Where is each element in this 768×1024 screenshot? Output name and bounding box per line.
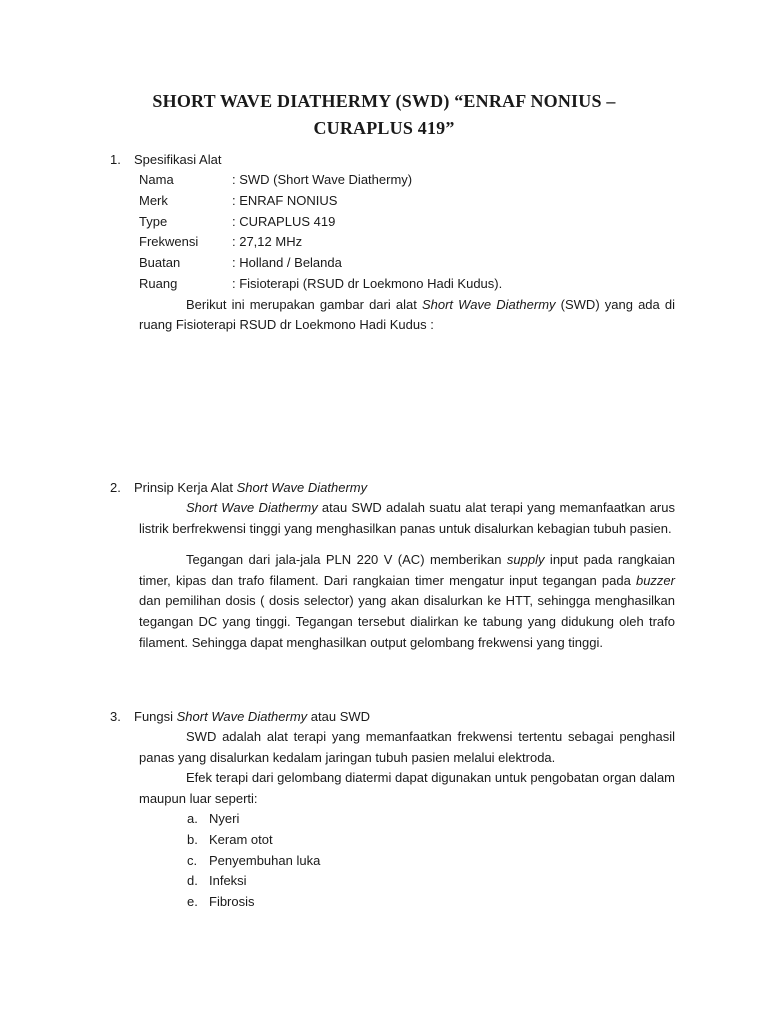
- section-specifications: [110, 150, 675, 336]
- list-text: Fibrosis: [209, 893, 255, 909]
- spec-label: Merk: [139, 192, 168, 208]
- list-item: [187, 892, 675, 913]
- spec-value: : Fisioterapi (RSUD dr Loekmono Hadi Kudus).: [232, 275, 503, 291]
- heading-text-end: atau SWD: [307, 709, 371, 724]
- spec-value: : Holland / Belanda: [232, 255, 342, 271]
- list-text: Penyembuhan luka: [209, 852, 321, 868]
- spec-row: [139, 232, 675, 253]
- list-item: [187, 851, 675, 872]
- section-heading: [110, 150, 675, 170]
- list-text: Keram otot: [209, 831, 273, 847]
- spec-value: : ENRAF NONIUS: [232, 192, 338, 208]
- section-function: [110, 707, 675, 912]
- section-number: 3.: [110, 709, 121, 724]
- function-paragraph-1: SWD adalah alat terapi yang memanfaatkan frekwensi tertentu sebagai penghasil panas yang disalurkan kedalam jaringan tubuh pasien melalui elektroda.: [139, 729, 675, 765]
- section-heading: [110, 478, 675, 498]
- spec-row: [139, 212, 675, 233]
- spec-label: Type: [139, 213, 168, 229]
- intro-text: Berikut ini merupakan gambar dari alat: [186, 296, 422, 312]
- paragraph-text: input pada rangkaian timer, kipas dan trafo filament. Dari rangkaian timer mengatur input tegangan pada: [139, 552, 675, 588]
- heading-text: Prinsip Kerja Alat: [134, 480, 237, 495]
- list-text: Infeksi: [209, 873, 247, 889]
- intro-text-end: (SWD) yang ada di ruang Fisioterapi RSUD dr Loekmono Hadi Kudus :: [139, 296, 676, 333]
- section-number: 1.: [110, 152, 121, 167]
- document-title: [90, 88, 678, 142]
- list-marker: b.: [187, 831, 198, 847]
- spec-value: : 27,12 MHz: [232, 234, 303, 250]
- section-heading: [110, 707, 675, 727]
- list-item: [187, 809, 675, 830]
- spec-label: Nama: [139, 172, 174, 187]
- function-paragraph-2: Efek terapi dari gelombang diatermi dapat digunakan untuk pengobatan organ dalam maupun luar seperti:: [139, 770, 675, 806]
- principle-paragraph-1: [139, 498, 675, 539]
- list-item: [187, 830, 675, 851]
- title-line-1: SHORT WAVE DIATHERMY (SWD) “ENRAF NONIUS –: [152, 91, 616, 111]
- spec-value: : CURAPLUS 419: [232, 213, 336, 229]
- intro-paragraph: [139, 295, 675, 336]
- list-marker: e.: [187, 893, 198, 909]
- section-number: 2.: [110, 480, 121, 495]
- paragraph-emphasis: Short Wave Diathermy: [186, 500, 318, 515]
- section-title: [134, 707, 370, 727]
- spec-table: [139, 170, 675, 295]
- section-working-principle: [110, 478, 675, 653]
- section-title: Spesifikasi Alat: [134, 152, 222, 167]
- section-title: [134, 478, 367, 498]
- heading-emphasis: Short Wave Diathermy: [236, 480, 368, 495]
- heading-text: Fungsi: [134, 709, 177, 724]
- paragraph-text: dan pemilihan dosis ( dosis selector) yang akan disalurkan ke HTT, sehingga menghasilkan tegangan DC yang tinggi. Tegangan tersebut dialirkan ke tabung yang didukung oleh trafo filament. Sehingga dapat menghasilkan output gelombang frekwensi yang tinggi.: [139, 593, 675, 650]
- spec-label: Buatan: [139, 255, 181, 271]
- paragraph-emphasis: buzzer: [635, 572, 675, 588]
- spec-row: [139, 170, 675, 191]
- spec-row: [139, 191, 675, 212]
- intro-emphasis: Short Wave Diathermy: [421, 296, 556, 312]
- paragraph-text: atau SWD adalah suatu alat terapi yang memanfaatkan arus listrik berfrekwensi tinggi yang menghasilkan panas untuk disalurkan kebagian tubuh pasien.: [139, 500, 675, 536]
- spec-label: Ruang: [139, 275, 178, 291]
- effects-list: [187, 809, 675, 912]
- principle-paragraph-2: [139, 550, 675, 653]
- list-text: Nyeri: [209, 811, 240, 827]
- list-marker: d.: [187, 873, 198, 889]
- spec-label: Frekwensi: [139, 234, 199, 250]
- list-marker: c.: [187, 852, 198, 868]
- spec-value: : SWD (Short Wave Diathermy): [232, 172, 413, 187]
- spec-row: [139, 253, 675, 274]
- heading-emphasis: Short Wave Diathermy: [176, 709, 308, 724]
- paragraph-emphasis: supply: [506, 552, 545, 568]
- spec-row: [139, 274, 675, 295]
- list-marker: a.: [187, 811, 198, 827]
- title-line-2: CURAPLUS 419”: [313, 118, 455, 138]
- list-item: [187, 871, 675, 892]
- paragraph-text: Tegangan dari jala-jala PLN 220 V (AC) memberikan: [186, 552, 507, 568]
